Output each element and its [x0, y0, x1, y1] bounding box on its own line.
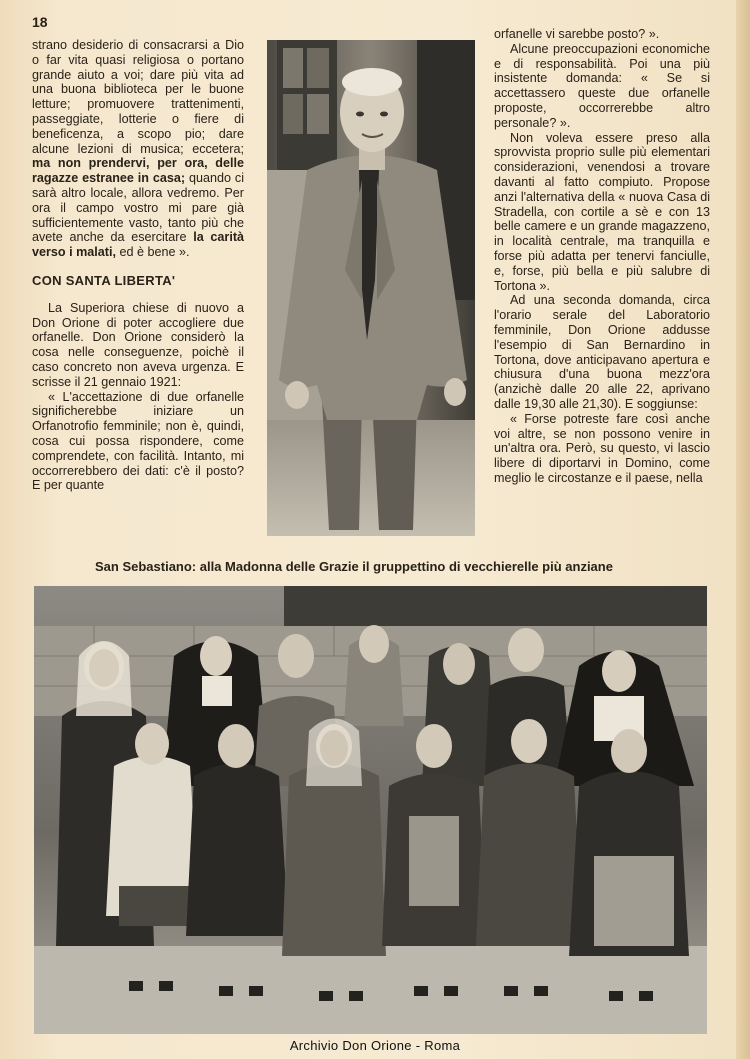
portrait-photo-elderly-man	[267, 40, 475, 536]
right-paragraph-2: Non voleva essere preso alla sprovvista proprio sulle più elementari considerazioni, venendosi a trovare davanti al fatto compiuto. Propose anzi l'alternativa della « nuova Casa di Stradella, con cortile a sè e con 13 belle camere e un grande magazzeno, in località centrale, ma tranquilla e forse più adatta per tenervi fanciulle, e, forse, più bella e più salubre di Tortona ».	[494, 130, 710, 293]
right-paragraph-4: « Forse potreste fare così anche voi altre, se non possono venire in un'altra ora. Però, su questo, vi lascio libere di diportarvi in Domino, come meglio le circostanze e il paese, nella	[494, 411, 710, 485]
emphasis-no-girls: ma non prendervi, per ora, delle ragazze estranee in casa;	[32, 156, 244, 186]
right-paragraph-0: orfanelle vi sarebbe posto? ».	[494, 27, 660, 41]
page-edge	[736, 0, 750, 1059]
left-paragraph-1: strano desiderio di consacrarsi a Dio o far vita quasi religiosa o portano grande aiuto a voi; dare più vita ad una buona biblioteca per le buone letture; promuovere trattenimenti, passeggiate, lotterie o fiere di beneficenza, a scopo pio; dare alcune lezioni di musica; eccetera; ma non prendervi, per ora, delle ragazze estranee in casa; quando ci sarà altro locale, allora vedremo. Per ora il campo vostro mi pare già sufficientemente vasto, tanto più che avete anche da esercitare la carità verso i malati, ed è bene ».	[32, 38, 245, 260]
group-photo-illustration	[34, 586, 707, 1034]
group-photo-elderly-women	[34, 586, 707, 1034]
portrait-photo-illustration	[267, 40, 475, 536]
section-heading: CON SANTA LIBERTA'	[32, 272, 176, 288]
left-paragraph-2: La Superiora chiese di nuovo a Don Orione di poter accogliere due orfanelle. Don Orione considerò la cosa nelle conseguenze, poichè il caso concreto non aveva urgenza. E scrisse il 21 gennaio 1921:	[32, 300, 244, 389]
right-paragraph-3: Ad una seconda domanda, circa l'orario serale del Laboratorio femminile, Don Orione addusse l'esempio di San Bernardino in Tortona, dove anticipavano apertura e chiusura d'una buona mezz'ora (anzichè dalle 20 alle 22, aprivano dalle 19,30 alle 21,30). E soggiunse:	[494, 293, 710, 411]
left-text-column	[32, 38, 244, 493]
left-paragraph-3: « L'accettazione di due orfanelle significherebbe iniziare un Orfanotrofio femminile; non è, quindi, cosa cui possa rispondere, come comprendete, con facilità. Intanto, mi occorrerebbero dei dati: c'è il posto? E per quante	[32, 389, 244, 493]
right-text-column	[494, 27, 710, 486]
emphasis-charity: la carità verso i malati,	[32, 230, 245, 260]
archive-credit: Archivio Don Orione - Roma	[289, 1038, 461, 1053]
right-paragraph-1: Alcune preoccupazioni economiche e di responsabilità. Poi una più insistente domanda: « Se si accettassero queste due orfanelle proposte, occorrerebbe altro personale? ».	[494, 41, 710, 130]
group-photo-caption: San Sebastiano: alla Madonna delle Grazie il gruppettino di vecchierelle più anziane	[95, 559, 613, 574]
page-number: 18	[32, 14, 48, 30]
